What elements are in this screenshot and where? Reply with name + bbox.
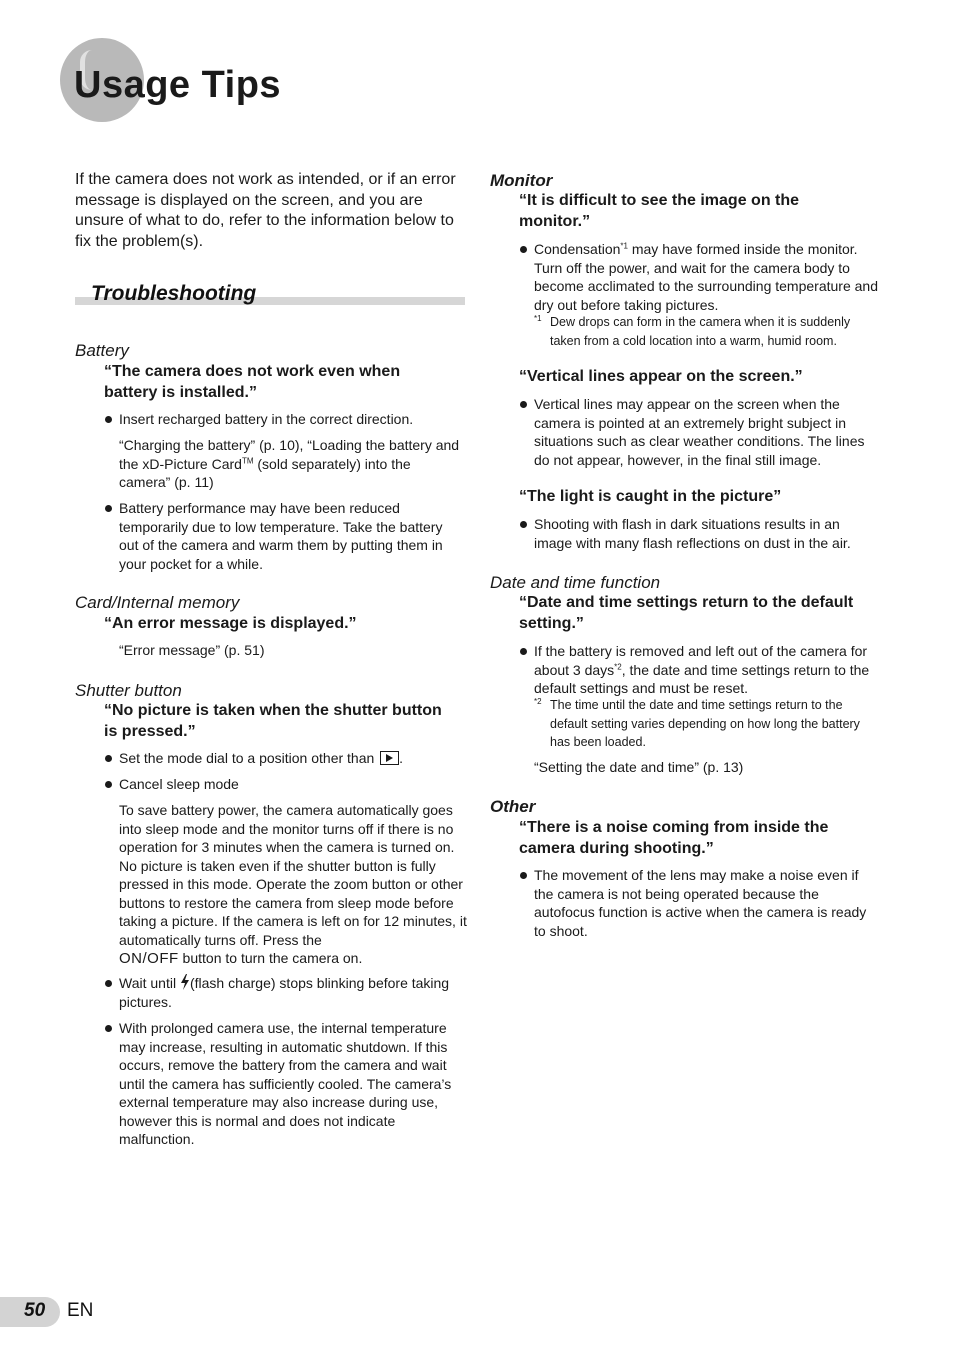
language-code: EN bbox=[67, 1300, 94, 1321]
monitor-question-1: “It is difficult to see the image on the monitor.” bbox=[519, 192, 800, 230]
page-number: 50 bbox=[24, 1300, 46, 1321]
battery-heading: Battery bbox=[75, 341, 129, 360]
monitor-heading: Monitor bbox=[490, 171, 553, 190]
monitor-bullet-1: Condensation$^{*1}$ may have formed inside the monitor. Turn off the power, and wait for the camera body to become acclimated to the surrounding temperature and dry out before taking pictures. bbox=[520, 240, 880, 314]
shutter-question: “No picture is taken when the shutter button is pressed.” bbox=[104, 702, 442, 740]
shutter-heading: Shutter button bbox=[75, 681, 182, 700]
shutter-bullet-1: Set the mode dial to a position other than . bbox=[105, 749, 465, 768]
other-question: “There is a noise coming from inside the camera during shooting.” bbox=[519, 819, 829, 857]
title-block bbox=[58, 36, 458, 126]
monitor-bullet-2: Vertical lines may appear on the screen when the camera is pointed at an extremely bright subject in situations such as clear weather conditions. The lines do not appear, however, in the final still image. bbox=[520, 395, 880, 469]
battery-question: “The camera does not work even when battery is installed.” bbox=[104, 363, 401, 401]
other-bullet-1: The movement of the lens may make a noise even if the camera is not being operated because the autofocus function is active when the camera is ready to shoot. bbox=[520, 866, 880, 940]
monitor-footnote-1: *1 Dew drops can form in the camera when it is suddenly taken from a cold location into a warm, humid room. bbox=[534, 314, 851, 348]
date-heading: Date and time function bbox=[490, 573, 661, 592]
shutter-bullet-3: Wait until (flash charge) stops blinking before taking pictures. bbox=[105, 974, 465, 1011]
card-question: “An error message is displayed.” bbox=[104, 615, 357, 632]
shutter-note-1: To save battery power, the camera automatically goes into sleep mode and the monitor turns off if there is no operation for 3 minutes when the camera is turned on. No picture is taken even if the shutter button is fully pressed in this mode. Operate the zoom button or other buttons to restore the camera from sleep mode before taking a picture. If the camera is left on for 12 minutes, it automatically turns off. Press the ON/OFF button to turn the camera on. bbox=[119, 802, 467, 967]
card-note-1: “Error message” (p. 51) bbox=[119, 642, 265, 658]
section-title: Troubleshooting bbox=[91, 282, 257, 305]
page-title: Usage Tips bbox=[74, 64, 282, 106]
intro-text: If the camera does not work as intended, or if an error message is displayed on the screen, and you are unsure of what to do, refer to the information below to fix the problem(s). bbox=[75, 171, 456, 250]
shutter-bullet-4: With prolonged camera use, the internal temperature may increase, resulting in automatic shutdown. If this occurs, remove the battery from the camera and wait until the camera has sufficiently cooled. The camera’s external temperature may also increase during use, however this is normal and does not indicate malfunction. bbox=[105, 1019, 465, 1149]
battery-note-1: “Charging the battery” (p. 10), “Loading the battery and the xD-Picture Card™ (sold separately) into the camera” (p. 11) bbox=[119, 437, 460, 490]
card-heading: Card/Internal memory bbox=[75, 593, 240, 612]
other-heading: Other bbox=[490, 797, 536, 816]
monitor-question-3: “The light is caught in the picture” bbox=[519, 488, 782, 505]
date-note-1: “Setting the date and time” (p. 13) bbox=[534, 759, 744, 775]
date-question: “Date and time settings return to the default setting.” bbox=[519, 594, 854, 632]
monitor-question-2: “Vertical lines appear on the screen.” bbox=[519, 368, 803, 385]
date-footnote-2: *2 The time until the date and time settings return to the default setting varies depending on how long the battery has been loaded. bbox=[534, 697, 860, 749]
date-bullet-1: If the battery is removed and left out of the camera for about 3 days$^{*2}$, the date and time settings return to the default settings and must be reset. bbox=[520, 642, 880, 698]
battery-bullet-1: Insert recharged battery in the correct direction. bbox=[105, 410, 465, 429]
playback-icon bbox=[380, 751, 399, 765]
shutter-bullet-2: Cancel sleep mode bbox=[105, 775, 465, 794]
flash-icon bbox=[180, 974, 190, 990]
monitor-bullet-3: Shooting with flash in dark situations results in an image with many flash reflections on dust in the air. bbox=[520, 515, 880, 552]
battery-bullet-2: Battery performance may have been reduced temporarily due to low temperature. Take the battery out of the camera and warm them by putting them in your pocket for a while. bbox=[105, 499, 465, 573]
